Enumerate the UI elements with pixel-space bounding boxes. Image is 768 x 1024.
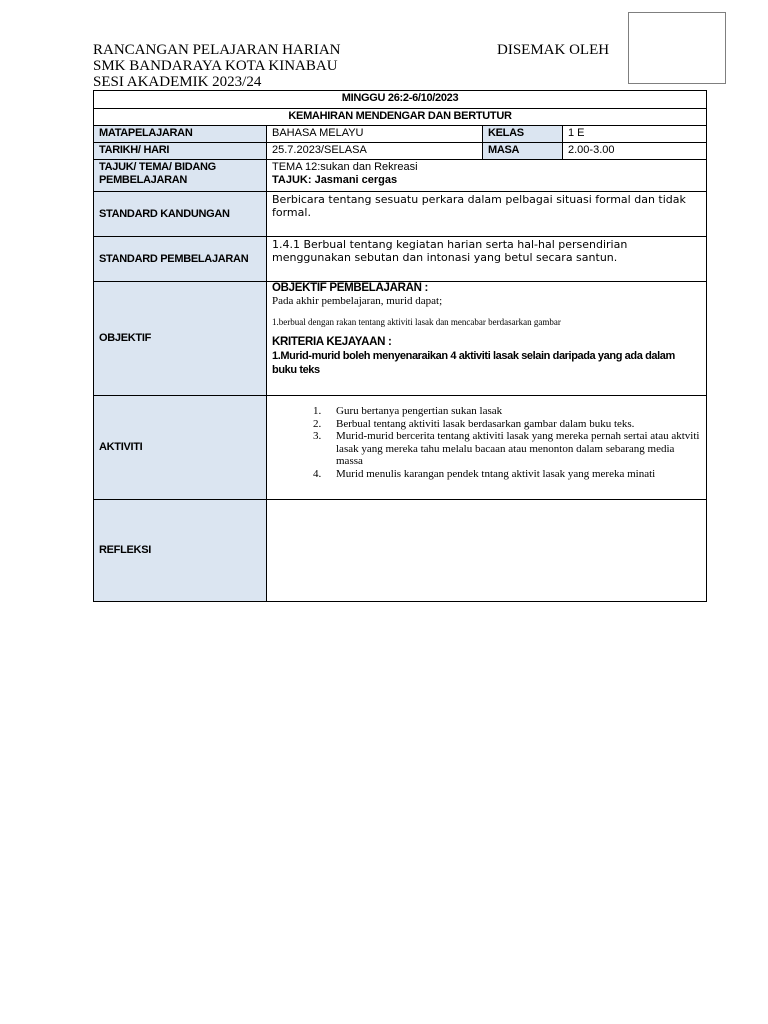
objective-title: OBJEKTIF PEMBELAJARAN : bbox=[272, 282, 429, 294]
reflection-value bbox=[267, 500, 707, 602]
activity-label: AKTIVITI bbox=[94, 396, 267, 500]
activity-list bbox=[272, 405, 701, 481]
week-title: MINGGU 26:2-6/10/2023 bbox=[94, 91, 707, 109]
topic-value: TAJUK: Jasmani cergas bbox=[272, 174, 398, 186]
date-value: 25.7.2023/SELASA bbox=[267, 143, 483, 160]
list-item: 2. Berbual tentang aktiviti lasak berdasarkan gambar dalam buku teks. bbox=[324, 418, 701, 431]
theme-value: TEMA 12:sukan dan Rekreasi bbox=[272, 161, 418, 173]
list-item: 1. Guru bertanya pengertian sukan lasak bbox=[324, 405, 701, 418]
list-item: 3. Murid-murid bercerita tentang aktiviti lasak yang mereka pernah sertai atau aktviti lasak yang mereka tahu melalu bacaan atau menonton dalam sebarang media massa bbox=[324, 430, 701, 468]
subject-label: MATAPELAJARAN bbox=[94, 126, 267, 143]
content-standard-label: STANDARD KANDUNGAN bbox=[94, 192, 267, 237]
criteria-title: KRITERIA KEJAYAAN : bbox=[272, 336, 392, 348]
header-title: RANCANGAN PELAJARAN HARIAN bbox=[93, 42, 341, 58]
signature-box bbox=[628, 12, 726, 84]
topic-label: TAJUK/ TEMA/ BIDANG PEMBELAJARAN bbox=[94, 160, 267, 192]
criteria-item: 1.Murid-murid boleh menyenaraikan 4 aktiviti lasak selain daripada yang ada dalam buku teks bbox=[272, 350, 675, 376]
learning-standard-value: 1.4.1 Berbual tentang kegiatan harian serta hal-hal persendirian menggunakan sebutan dan intonasi yang betul secara santun. bbox=[267, 237, 707, 282]
skill-title: KEMAHIRAN MENDENGAR DAN BERTUTUR bbox=[94, 109, 707, 126]
list-item: 4. Murid menulis karangan pendek tntang aktivit lasak yang mereka minati bbox=[324, 468, 701, 481]
content-standard-value: Berbicara tentang sesuatu perkara dalam pelbagai situasi formal dan tidak formal. bbox=[267, 192, 707, 237]
reviewed-by-label: DISEMAK OLEH bbox=[497, 42, 610, 58]
class-value: 1 E bbox=[563, 126, 707, 143]
activity-cell bbox=[267, 396, 707, 500]
document-header bbox=[93, 42, 341, 90]
reflection-label: REFLEKSI bbox=[94, 500, 267, 602]
subject-value: BAHASA MELAYU bbox=[267, 126, 483, 143]
date-label: TARIKH/ HARI bbox=[94, 143, 267, 160]
class-label: KELAS bbox=[483, 126, 563, 143]
objective-intro: Pada akhir pembelajaran, murid dapat; bbox=[272, 295, 443, 307]
objective-cell bbox=[267, 282, 707, 396]
time-value: 2.00-3.00 bbox=[563, 143, 707, 160]
objective-item: 1.berbual dengan rakan tentang aktiviti lasak dan mencabar berdasarkan gambar bbox=[272, 317, 561, 327]
header-school: SMK BANDARAYA KOTA KINABAU bbox=[93, 58, 338, 74]
topic-cell bbox=[267, 160, 707, 192]
lesson-plan-table bbox=[93, 90, 707, 602]
objective-label: OBJEKTIF bbox=[94, 282, 267, 396]
time-label: MASA bbox=[483, 143, 563, 160]
header-session: SESI AKADEMIK 2023/24 bbox=[93, 74, 262, 90]
learning-standard-label: STANDARD PEMBELAJARAN bbox=[94, 237, 267, 282]
